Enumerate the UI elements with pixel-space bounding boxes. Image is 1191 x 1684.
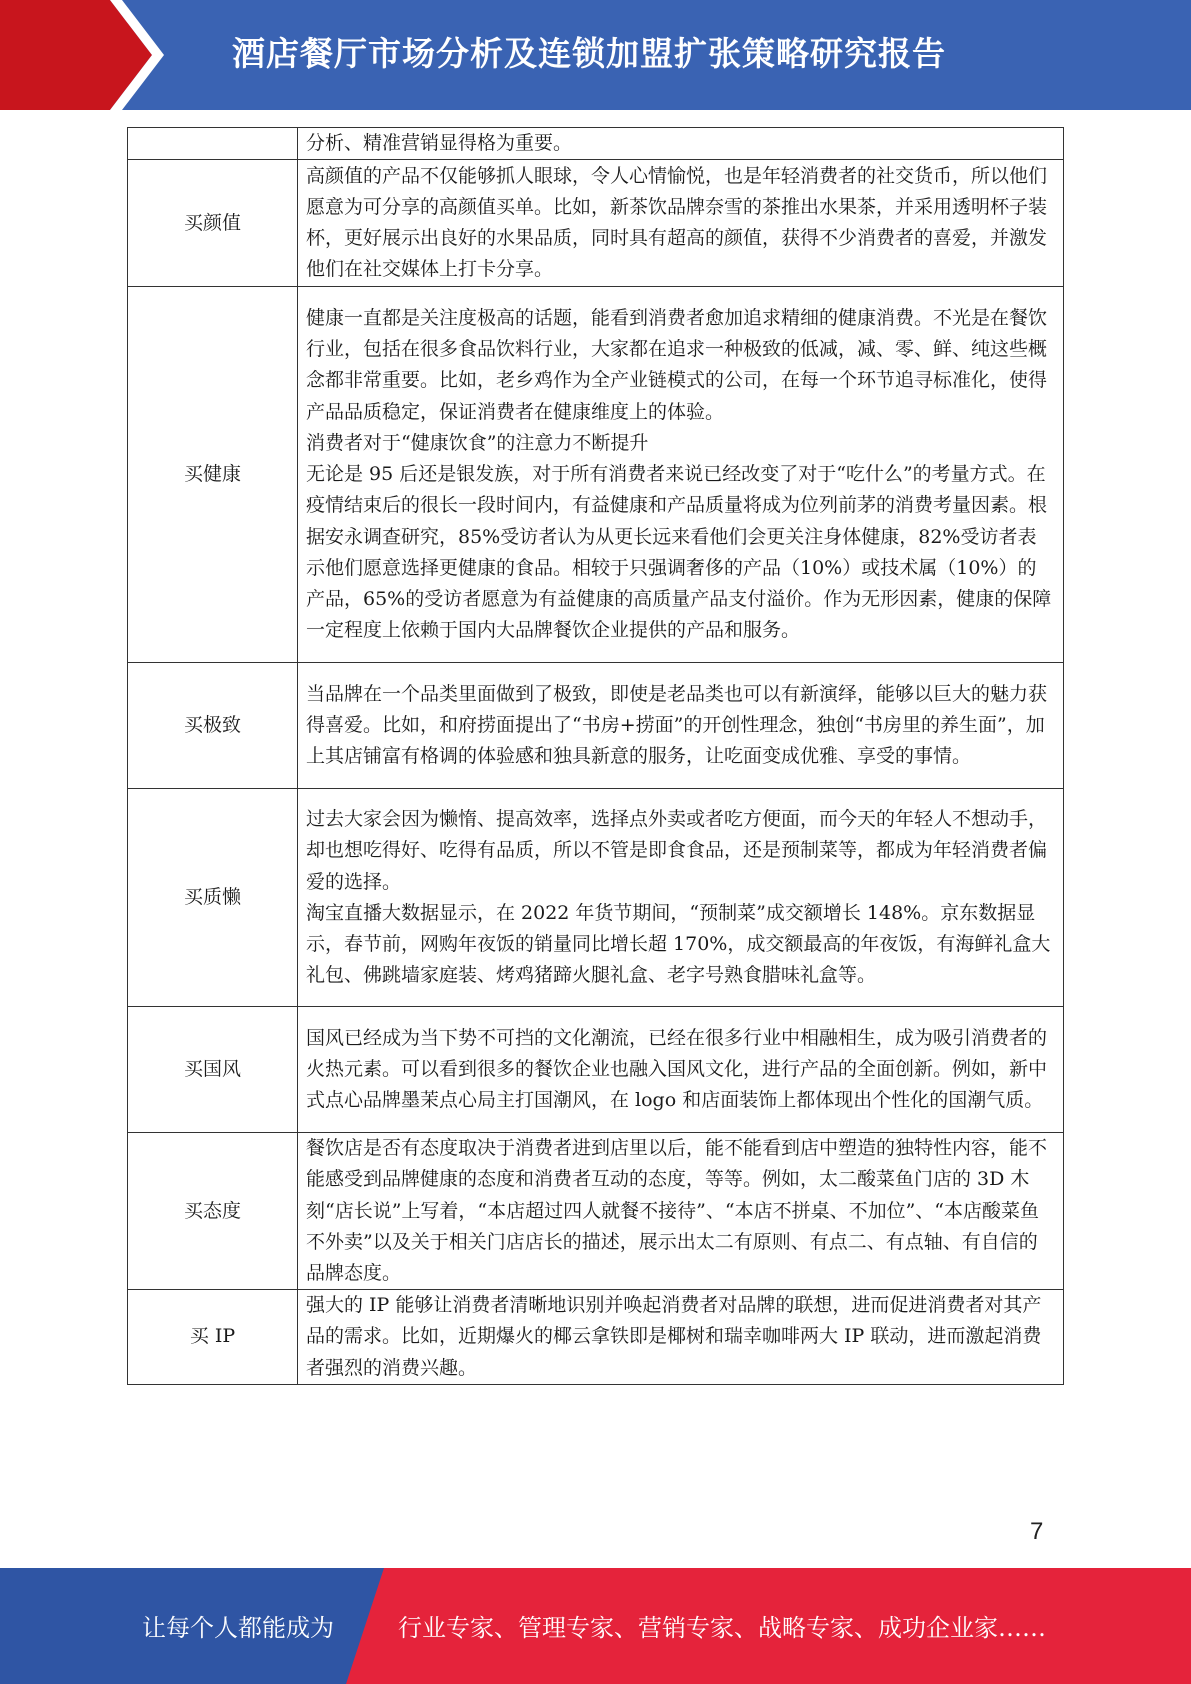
row-label <box>128 128 298 160</box>
page-header <box>0 0 1191 110</box>
table-row <box>128 663 1064 789</box>
table-row <box>128 1133 1064 1290</box>
footer-slogan: 让每个人都能成为 <box>142 1614 334 1642</box>
content-paragraph: 淘宝直播大数据显示，在 2022 年货节期间，“预制菜”成交额增长 148%。京东数据显示，春节前，网购年夜饭的销量同比增长超 170%，成交额最高的年夜饭，有海鲜礼盒大礼包、佛跳墙家庭装、烤鸡猪蹄火腿礼盒、老字号熟食腊味礼盒等。 <box>306 901 1051 987</box>
content-paragraph: 当品牌在一个品类里面做到了极致，即使是老品类也可以有新演绎，能够以巨大的魅力获得喜爱。比如，和府捞面提出了“书房+捞面”的开创性理念，独创“书房里的养生面”，加上其店铺富有格调的体验感和独具新意的服务，让吃面变成优雅、享受的事情。 <box>306 682 1048 768</box>
row-label: 买国风 <box>128 1007 298 1133</box>
page-footer <box>0 1568 1191 1684</box>
table-row <box>128 1290 1064 1385</box>
row-content <box>298 160 1064 287</box>
table-row <box>128 128 1064 160</box>
row-content <box>298 789 1064 1007</box>
table-row <box>128 789 1064 1007</box>
row-content <box>298 663 1064 789</box>
row-content <box>298 128 1064 160</box>
row-content <box>298 287 1064 663</box>
row-label: 买极致 <box>128 663 298 789</box>
content-paragraph: 过去大家会因为懒惰、提高效率，选择点外卖或者吃方便面，而今天的年轻人不想动手，却也想吃得好、吃得有品质，所以不管是即食食品，还是预制菜等，都成为年轻消费者偏爱的选择。 <box>306 808 1048 893</box>
content-paragraph: 高颜值的产品不仅能够抓人眼球，令人心情愉悦，也是年轻消费者的社交货币，所以他们愿意为可分享的高颜值买单。比如，新茶饮品牌奈雪的茶推出水果茶，并采用透明杯子装杯，更好展示出良好的水果品质，同时具有超高的颜值，获得不少消费者的喜爱，并激发他们在社交媒体上打卡分享。 <box>306 164 1048 281</box>
row-content <box>298 1007 1064 1133</box>
report-title: 酒店餐厅市场分析及连锁加盟扩张策略研究报告 <box>232 34 946 73</box>
content-paragraph: 强大的 IP 能够让消费者清晰地识别并唤起消费者对品牌的联想，进而促进消费者对其产品的需求。比如，近期爆火的椰云拿铁即是椰树和瑞幸咖啡两大 IP 联动，进而激起消费者强烈的消费兴趣。 <box>306 1294 1042 1379</box>
content-paragraph: 餐饮店是否有态度取决于消费者进到店里以后，能不能看到店中塑造的独特性内容，能不能感受到品牌健康的态度和消费者互动的态度，等等。例如，太二酸菜鱼门店的 3D 木刻“店长说”上写着，“本店超过四人就餐不接待”、“本店不拼桌、不加位”、“本店酸菜鱼不外卖”以及关于相关门店店长的描述，展示出太二有原则、有点二、有点轴、有自信的品牌态度。 <box>306 1137 1048 1285</box>
content-paragraph: 无论是 95 后还是银发族，对于所有消费者来说已经改变了对于“吃什么”的考量方式。在疫情结束后的很长一段时间内，有益健康和产品质量将成为位列前茅的消费考量因素。根据安永调查研究，85%受访者认为从更长远来看他们会更关注身体健康，82%受访者表示他们愿意选择更健康的食品。相较于只强调奢侈的产品（10%）或技术属（10%）的产品，65%的受访者愿意为有益健康的高质量产品支付溢价。作为无形因素，健康的保障一定程度上依赖于国内大品牌餐饮企业提供的产品和服务。 <box>306 463 1052 642</box>
table-row <box>128 287 1064 663</box>
row-label: 买颜值 <box>128 160 298 287</box>
table-row <box>128 160 1064 287</box>
page-number: 7 <box>1030 1518 1044 1545</box>
consumer-trends-table <box>127 127 1064 1385</box>
row-label: 买质懒 <box>128 789 298 1007</box>
row-label: 买态度 <box>128 1133 298 1290</box>
content-paragraph: 分析、精准营销显得格为重要。 <box>306 132 573 154</box>
row-content <box>298 1133 1064 1290</box>
table-row <box>128 1007 1064 1133</box>
row-label: 买 IP <box>128 1290 298 1385</box>
row-content <box>298 1290 1064 1385</box>
row-label: 买健康 <box>128 287 298 663</box>
content-paragraph: 国风已经成为当下势不可挡的文化潮流，已经在很多行业中相融相生，成为吸引消费者的火热元素。可以看到很多的餐饮企业也融入国风文化，进行产品的全面创新。例如，新中式点心品牌墨茉点心局主打国潮风，在 logo 和店面装饰上都体现出个性化的国潮气质。 <box>306 1026 1048 1112</box>
content-paragraph: 健康一直都是关注度极高的话题，能看到消费者愈加追求精细的健康消费。不光是在餐饮行业，包括在很多食品饮料行业，大家都在追求一种极致的低减，减、零、鲜、纯这些概念都非常重要。比如，老乡鸡作为全产业链模式的公司，在每一个环节追寻标准化，使得产品品质稳定，保证消费者在健康维度上的体验。 <box>306 307 1048 423</box>
footer-roles: 行业专家、管理专家、营销专家、战略专家、成功企业家…… <box>398 1614 1046 1642</box>
content-paragraph: 消费者对于“健康饮食”的注意力不断提升 <box>306 431 649 454</box>
